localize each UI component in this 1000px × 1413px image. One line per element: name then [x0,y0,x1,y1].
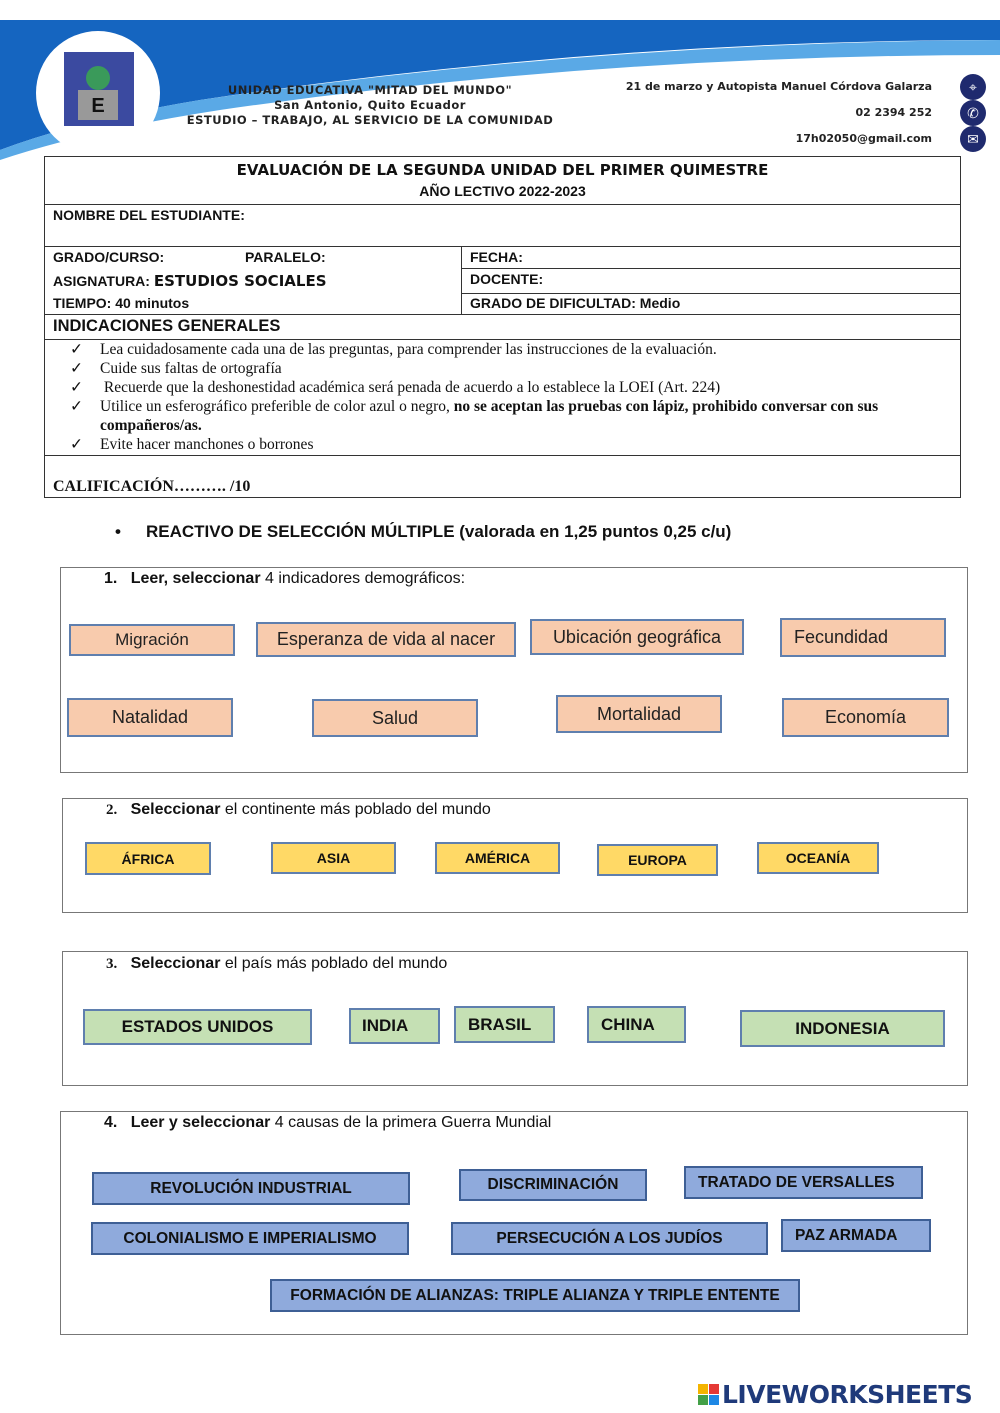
option-tratado-de-versalles[interactable]: TRATADO DE VERSALLES [684,1166,923,1199]
option-economia[interactable]: Economía [782,698,949,737]
option-africa[interactable]: ÁFRICA [85,842,211,875]
option-oceania[interactable]: OCEANÍA [757,842,879,874]
student-name-label: NOMBRE DEL ESTUDIANTE: [53,207,245,223]
grade-score-line: CALIFICACIÓN………. /10 [53,478,251,495]
mail-icon: ✉ [960,126,986,152]
check-icon: ✓ [70,398,83,415]
time-label: TIEMPO: 40 minutos [53,295,190,311]
indications-title: INDICACIONES GENERALES [53,317,281,335]
option-migracion[interactable]: Migración [69,624,235,656]
option-paz-armada[interactable]: PAZ ARMADA [781,1219,931,1252]
option-colonialismo[interactable]: COLONIALISMO E IMPERIALISMO [91,1222,409,1255]
indications-list [70,340,960,454]
option-natalidad[interactable]: Natalidad [67,698,233,737]
indication-item: ✓ Lea cuidadosamente cada una de las preguntas, para comprender las instrucciones de la evaluación. [70,341,717,358]
option-china[interactable]: CHINA [587,1006,686,1043]
location-pin-icon: ⌖ [960,74,986,100]
section-heading: • REACTIVO DE SELECCIÓN MÚLTIPLE (valorada en 1,25 puntos 0,25 c/u) [115,522,732,541]
option-brasil[interactable]: BRASIL [454,1006,555,1043]
exam-title: EVALUACIÓN DE LA SEGUNDA UNIDAD DEL PRIMER QUIMESTRE [236,161,769,179]
option-indonesia[interactable]: INDONESIA [740,1010,945,1047]
option-discriminacion[interactable]: DISCRIMINACIÓN [459,1169,647,1201]
difficulty-label: GRADO DE DIFICULTAD: Medio [470,295,681,311]
teacher-label: DOCENTE: [470,271,544,287]
indication-item: ✓ Utilice un esferográfico preferible de color azul o negro, no se aceptan las pruebas con lápiz, prohibido conversar con sus compañeros/as. [70,398,879,434]
school-name: UNIDAD EDUCATIVA "MITAD DEL MUNDO" [227,83,513,97]
check-icon: ✓ [70,436,83,453]
option-india[interactable]: INDIA [349,1008,440,1044]
option-fecundidad[interactable]: Fecundidad [780,618,946,657]
school-motto: ESTUDIO – TRABAJO, AL SERVICIO DE LA COMUNIDAD [186,113,554,127]
check-icon: ✓ [70,360,83,377]
option-formacion-alianzas[interactable]: FORMACIÓN DE ALIANZAS: TRIPLE ALIANZA Y TRIPLE ENTENTE [270,1279,800,1312]
option-europa[interactable]: EUROPA [597,844,718,876]
liveworksheets-icon [698,1384,719,1405]
option-america[interactable]: AMÉRICA [435,842,560,874]
grade-label: GRADO/CURSO: [53,249,165,265]
svg-text:E: E [91,95,105,117]
school-year: AÑO LECTIVO 2022-2023 [419,183,586,199]
option-esperanza-de-vida[interactable]: Esperanza de vida al nacer [256,622,516,657]
question-1-box [60,567,968,773]
option-persecucion-judios[interactable]: PERSECUCIÓN A LOS JUDÍOS [451,1222,768,1255]
liveworksheets-logo [698,1380,972,1409]
date-label: FECHA: [470,249,523,265]
option-mortalidad[interactable]: Mortalidad [556,695,722,733]
subject-label: ASIGNATURA: [53,273,150,289]
phone: 02 2394 252 [855,106,932,119]
question-2-text: 2. Seleccionar el continente más poblado del mundo [106,801,491,818]
option-revolucion-industrial[interactable]: REVOLUCIÓN INDUSTRIAL [92,1172,410,1205]
option-ubicacion-geografica[interactable]: Ubicación geográfica [530,619,744,655]
phone-icon: ✆ [960,100,986,126]
question-4-text: 4. Leer y seleccionar 4 causas de la primera Guerra Mundial [104,1114,552,1131]
option-salud[interactable]: Salud [312,699,478,737]
indication-item: ✓ Cuide sus faltas de ortografía [70,360,282,377]
question-1-text: 1. Leer, seleccionar 4 indicadores demográficos: [104,570,466,587]
indication-item: ✓ Evite hacer manchones o borrones [70,436,314,453]
option-estados-unidos[interactable]: ESTADOS UNIDOS [83,1009,312,1045]
address: 21 de marzo y Autopista Manuel Córdova Galarza [625,80,932,93]
email: 17h02050@gmail.com [795,132,932,145]
indication-item: ✓ Recuerde que la deshonestidad académica será penada de acuerdo a lo establece la LOEI (Art. 224) [70,379,721,396]
parallel-label: PARALELO: [245,249,326,265]
question-3-text: 3. Seleccionar el país más poblado del mundo [106,955,448,972]
liveworksheets-brand: LIVEWORKSHEETS [722,1380,973,1409]
check-icon: ✓ [70,341,83,358]
school-location: San Antonio, Quito Ecuador [274,98,466,112]
option-asia[interactable]: ASIA [271,842,396,874]
check-icon: ✓ [70,379,83,396]
subject-value: ESTUDIOS SOCIALES [153,272,327,290]
